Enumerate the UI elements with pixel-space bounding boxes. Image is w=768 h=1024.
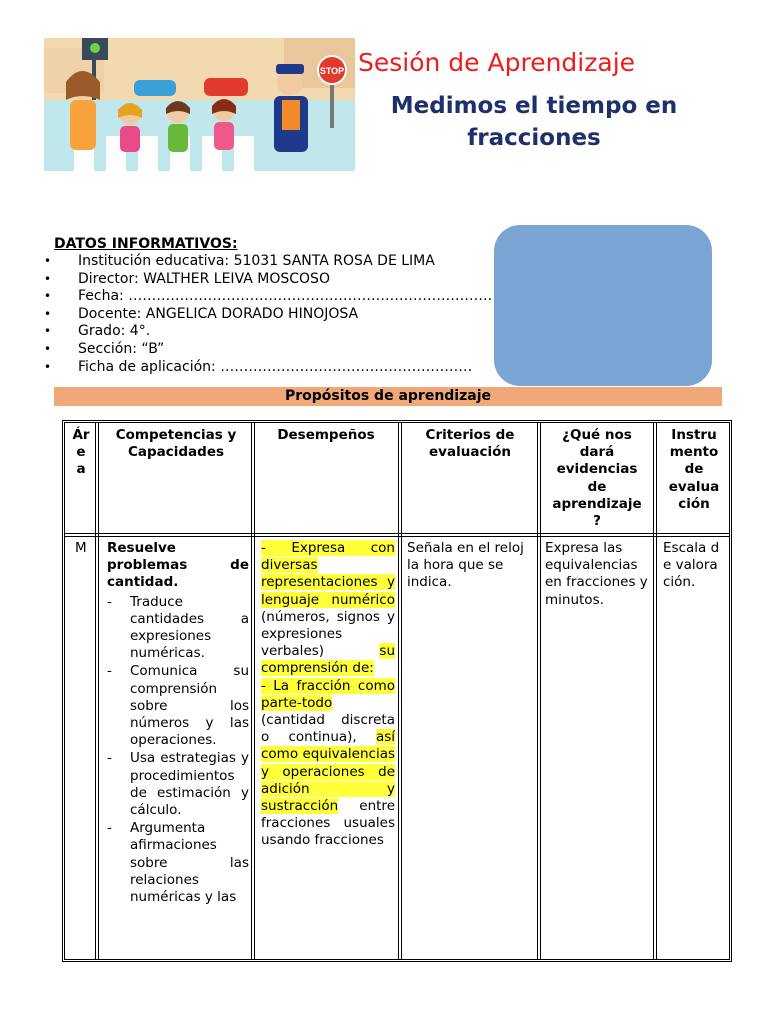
desempeno-1-text: (números, signos y expresiones verbales) (261, 608, 395, 660)
datos-item (44, 306, 492, 324)
header-criterios: Criterios de evaluación (425, 427, 515, 461)
datos-item (44, 323, 492, 341)
dash-icon: - (107, 593, 112, 610)
desempeno-2-highlight-end: así como equivalencias y operaciones de adición y sustracción (261, 729, 396, 815)
desempeno-1-highlight-end: su comprensión de: (261, 643, 395, 677)
capacidad-item (107, 663, 249, 749)
datos-item (44, 253, 492, 271)
column-divider (251, 423, 255, 959)
photo-placeholder-box (494, 225, 712, 386)
propositos-heading: Propósitos de aprendizaje (54, 387, 722, 406)
column-divider (398, 423, 402, 959)
capacidad-text: Argumenta afirmaciones sobre las relaciones numéricas y las (130, 820, 249, 906)
bullet-icon: • (44, 324, 52, 339)
header-competencias: Competencias y Capacidades (115, 427, 237, 461)
subtitle-line-2: fracciones (467, 125, 601, 151)
desempeno-1 (261, 540, 395, 678)
capacidad-text: Usa estrategias y procedimientos de estimación y cálculo. (130, 750, 249, 819)
datos-heading: DATOS INFORMATIVOS: (54, 236, 238, 252)
column-divider (537, 423, 541, 959)
header-instrumento: Instru mento de evalua ción (668, 427, 720, 512)
datos-item-text: Docente: ANGELICA DORADO HINOJOSA (78, 305, 359, 322)
page-title: Sesión de Aprendizaje (358, 48, 636, 77)
column-divider (95, 423, 99, 959)
subtitle-line-1: Medimos el tiempo en (390, 93, 678, 119)
datos-item-text: Grado: 4°. (78, 323, 151, 340)
bullet-icon: • (44, 289, 52, 304)
datos-list (44, 253, 492, 376)
dash-icon: - (107, 820, 112, 837)
datos-item-text: Ficha de aplicación: ……………………………………………… (78, 358, 473, 375)
crosswalk-illustration (44, 38, 355, 171)
datos-item-text: Fecha: …………………………………………………………………… (78, 288, 493, 305)
datos-item (44, 288, 492, 306)
stop-sign-text: STOP (319, 66, 345, 76)
desempeno-2-tail: entre fracciones usuales usando fracciones (261, 798, 395, 849)
desempeno-2-highlight: - La fracción como parte-todo (261, 677, 395, 711)
desempeno-1-highlight: - Expresa con diversas representaciones y lenguaje numérico (261, 540, 395, 608)
datos-item (44, 341, 492, 359)
bullet-icon: • (44, 359, 52, 374)
competencia-title: Resuelve problemas de cantidad. (107, 540, 249, 591)
header-area: Ár e a (72, 427, 90, 478)
bullet-icon: • (44, 254, 52, 268)
header-desempenos: Desempeños (277, 427, 375, 443)
bullet-icon: • (44, 341, 52, 356)
cell-instrumento: Escala de valoración. (663, 540, 720, 591)
bullet-icon: • (44, 306, 52, 321)
header-evidencias: ¿Qué nos dará evidencias de aprendizaje ? (552, 427, 642, 530)
dash-icon: - (107, 750, 112, 767)
datos-item (44, 271, 492, 289)
datos-item-text: Sección: “B” (78, 340, 165, 357)
datos-item-text: Director: WALTHER LEIVA MOSCOSO (78, 270, 330, 287)
learning-purposes-table (62, 420, 732, 962)
header-divider (65, 533, 729, 537)
dash-icon: - (107, 663, 112, 680)
column-divider (653, 423, 657, 959)
desempeno-2 (261, 678, 395, 850)
bullet-icon: • (44, 271, 52, 286)
cell-competencias (107, 540, 249, 907)
datos-item-text: Institución educativa: 51031 SANTA ROSA DE LIMA (78, 253, 435, 269)
capacidad-item (107, 750, 249, 819)
capacidad-item (107, 594, 249, 663)
capacidad-text: Traduce cantidades a expresiones numéricas. (130, 593, 249, 662)
cell-criterio: Señala en el reloj la hora que se indica. (407, 540, 524, 591)
datos-item (44, 359, 492, 377)
cell-area: M (75, 540, 87, 556)
capacidades-list (107, 594, 249, 907)
cell-evidencia: Expresa las equivalencias en fracciones y minutos. (545, 540, 648, 608)
cell-desempenos (261, 540, 395, 850)
desempeno-2-text: (cantidad discreta o continua), (261, 712, 395, 746)
session-subtitle (358, 90, 710, 154)
capacidad-text: Comunica su comprensión sobre los números y las operaciones. (130, 663, 249, 749)
capacidad-item (107, 820, 249, 906)
